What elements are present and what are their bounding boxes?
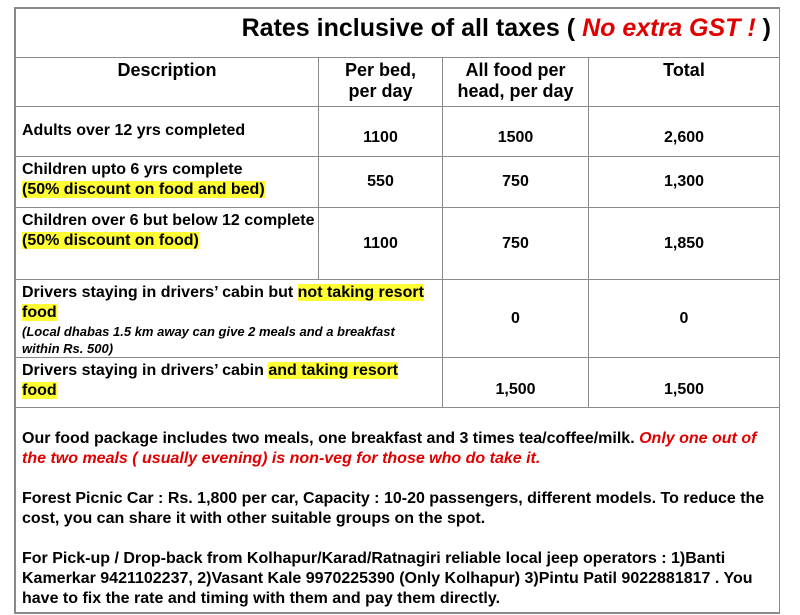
row-description: Adults over 12 yrs completed xyxy=(16,107,319,157)
not-taking-food-highlight: not taking resort food xyxy=(22,284,424,321)
non-veg-note: Only one out of the two meals ( usually evening) is non-veg for those who do take it. xyxy=(22,430,757,467)
table-header-row xyxy=(16,58,780,107)
row-food-rate: 750 xyxy=(443,157,589,208)
col-header-per-bed: Per bed, per day xyxy=(319,58,443,107)
row-description: Drivers staying in drivers’ cabin but not taking resort food (Local dhabas 1.5 km away can give 2 meals and a breakfast within Rs. 500) xyxy=(16,280,443,358)
no-gst-note: No extra GST ! xyxy=(582,14,756,42)
rates-sheet xyxy=(14,7,780,614)
title-close: ) xyxy=(762,14,771,42)
row-food-rate: 1,500 xyxy=(443,358,589,408)
row-food-rate: 1500 xyxy=(443,107,589,157)
row-total: 0 xyxy=(589,280,780,358)
col-header-total: Total xyxy=(589,58,780,107)
row-description: Children over 6 but below 12 complete (50% discount on food) xyxy=(16,208,319,280)
col-header-description: Description xyxy=(16,58,319,107)
dhaba-note: (Local dhabas 1.5 km away can give 2 meals and a breakfast within Rs. 500) xyxy=(22,324,395,356)
row-bed-rate: 1100 xyxy=(319,208,443,280)
table-row xyxy=(16,358,780,408)
pickup-paragraph: For Pick-up / Drop-back from Kolhapur/Karad/Ratnagiri reliable local jeep operators : 1)Banti Kamerkar 9421102237, 2)Vasant Kale 9970225390 (Only Kolhapur) 3)Pintu Patil 9022881817 . You have to fix the rate and timing with them and pay them directly. xyxy=(22,550,753,607)
row-food-rate: 750 xyxy=(443,208,589,280)
row-description: Drivers staying in drivers’ cabin and taking resort food xyxy=(16,358,443,408)
table-row xyxy=(16,107,780,157)
table-row xyxy=(16,280,780,358)
row-total: 1,500 xyxy=(589,358,780,408)
info-row xyxy=(16,408,780,613)
title-main: Rates inclusive of all taxes ( xyxy=(241,14,576,42)
row-bed-rate: 1100 xyxy=(319,107,443,157)
discount-highlight: (50% discount on food) xyxy=(22,232,199,249)
col-header-food: All food per head, per day xyxy=(443,58,589,107)
page-title xyxy=(16,9,780,58)
row-food-rate: 0 xyxy=(443,280,589,358)
rates-table xyxy=(15,8,780,613)
row-total: 1,850 xyxy=(589,208,780,280)
taking-food-highlight: and taking resort food xyxy=(22,362,399,399)
table-row xyxy=(16,208,780,280)
picnic-car-paragraph: Forest Picnic Car : Rs. 1,800 per car, Capacity : 10-20 passengers, different models. To reduce the cost, you can share it with other suitable groups on the spot. xyxy=(22,490,765,527)
info-section xyxy=(16,408,780,613)
food-package-paragraph: Our food package includes two meals, one breakfast and 3 times tea/coffee/milk. Only one out of the two meals ( usually evening) is non-veg for those who do take it. xyxy=(22,430,757,467)
table-row xyxy=(16,157,780,208)
row-total: 1,300 xyxy=(589,157,780,208)
row-description: Children upto 6 yrs complete (50% discount on food and bed) xyxy=(16,157,319,208)
row-bed-rate: 550 xyxy=(319,157,443,208)
discount-highlight: (50% discount on food and bed) xyxy=(22,181,265,198)
row-total: 2,600 xyxy=(589,107,780,157)
